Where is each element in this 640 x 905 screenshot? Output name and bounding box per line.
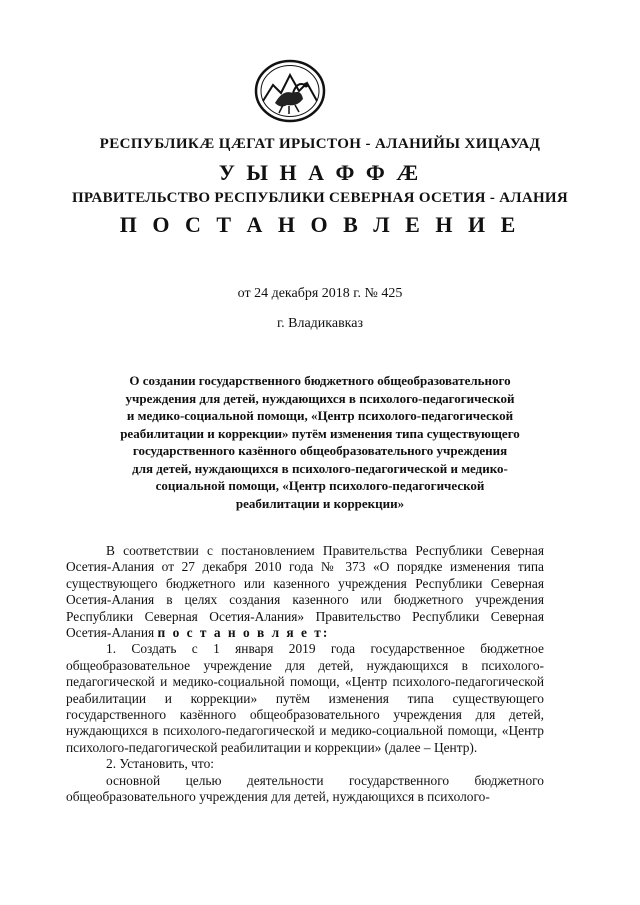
preamble-paragraph [66, 543, 544, 641]
document-subject [74, 372, 566, 512]
subject-line: и медико-социальной помощи, «Центр психолого-педагогической [126, 408, 514, 423]
russian-government-title: ПРАВИТЕЛЬСТВО РЕСПУБЛИКИ СЕВЕРНАЯ ОСЕТИЯ - АЛАНИЯ [71, 190, 569, 206]
subject-line: реабилитации и коррекции» путём изменения типа существующего [120, 425, 520, 441]
subject-line: для детей, нуждающихся в психолого-педагогической и медико- [132, 460, 508, 476]
subject-line: реабилитации и коррекции» [235, 495, 405, 511]
subject-line: социальной помощи, «Центр психолого-педагогической [155, 478, 485, 493]
subject-line: О создании государственного бюджетного общеобразовательного [129, 373, 511, 388]
coat-of-arms-emblem [253, 59, 327, 123]
preamble-text: В соответствии с постановлением Правительства Республики Северная Осетия-Алания от 27 декабря 2010 года № 373 «О порядке изменения типа существующего бюджетного или казенного учреждения Республики Северная Осетия-Алания в целях создания казенного или бюджетного учреждения Республики Северная Осетия-Алания» Правительство Республики Северная Осетия-Алания [66, 543, 544, 641]
item-2-paragraph: основной целью деятельности государственного бюджетного общеобразовательного учреждения для детей, нуждающихся в психолого- [66, 772, 544, 805]
decree-word: п о с т а н о в л я е т: [157, 625, 330, 641]
item-1-paragraph: 1. Создать с 1 января 2019 года государственное бюджетное общеобразовательное учреждение для детей, нуждающихся в психолого-педагогической и медико-социальной помощи, «Центр психолого-педагогической реабилитации и коррекции» путём изменения типа существующего государственного казённого общеобразовательного учреждения для детей, нуждающихся в психолого-педагогической и медико-социальной помощи, «Центр психолого-педагогической реабилитации и коррекции» (далее – Центр). [66, 641, 544, 755]
document-body [66, 543, 544, 806]
subject-line: государственного казённого общеобразовательного учреждения [132, 443, 508, 458]
document-date-number: от 24 декабря 2018 г. № 425 [237, 286, 403, 301]
osetian-government-title: РЕСПУБЛИКӔ ЦӔГАТ ИРЫСТОН - АЛАНИЙЫ ХИЦАУАД [99, 136, 541, 152]
item-2-heading: 2. Установить, что: [106, 756, 214, 772]
osetian-resolution-title: У Ы Н А Ф Ф Ӕ [218, 160, 422, 185]
russian-resolution-title: П О С Т А Н О В Л Е Н И Е [119, 212, 521, 237]
subject-line: учреждения для детей, нуждающихся в психолого-педагогической [125, 390, 515, 406]
document-city: г. Владикавказ [276, 316, 364, 331]
